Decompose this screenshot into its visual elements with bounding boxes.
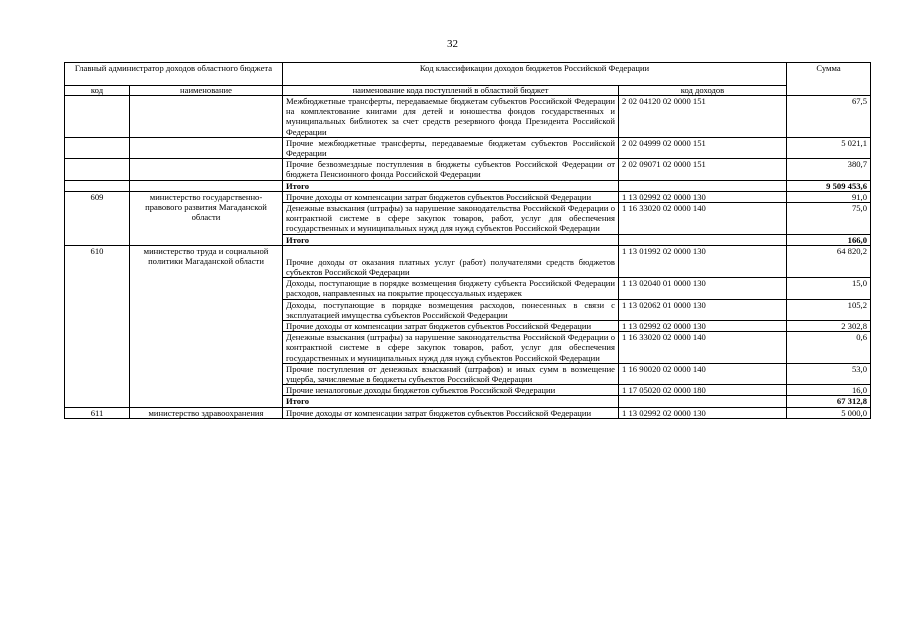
- income-description: Прочие доходы от оказания платных услуг (работ) получателями средств бюджетов субъектов Российской Федерации: [283, 245, 619, 277]
- table-row: [65, 159, 871, 180]
- table-row: [65, 96, 871, 138]
- table-row: [65, 191, 871, 202]
- income-sum: 15,0: [787, 278, 871, 299]
- income-sum: 5 021,1: [787, 137, 871, 158]
- income-code: 1 13 01992 02 0000 130: [619, 245, 787, 277]
- admin-code-cell: 611: [65, 407, 130, 418]
- name-column-header: наименование: [130, 86, 283, 96]
- income-code: 1 16 90020 02 0000 140: [619, 363, 787, 384]
- total-sum: 166,0: [787, 234, 871, 245]
- total-sum: 67 312,8: [787, 396, 871, 407]
- admin-code-cell: 610: [65, 245, 130, 407]
- income-code: 1 13 02992 02 0000 130: [619, 321, 787, 332]
- income-sum: 380,7: [787, 159, 871, 180]
- total-sum: 9 509 453,6: [787, 180, 871, 191]
- income-description: Прочие поступления от денежных взысканий (штрафов) и иных сумм в возмещение ущерба, зачисляемые в бюджеты субъектов Российской Федерации: [283, 363, 619, 384]
- income-code: 1 13 02062 01 0000 130: [619, 299, 787, 320]
- header-row-sub: [65, 86, 871, 96]
- income-description: Прочие межбюджетные трансферты, передаваемые бюджетам субъектов Российской Федерации: [283, 137, 619, 158]
- code-column-header: код: [65, 86, 130, 96]
- income-description: Денежные взыскания (штрафы) за нарушение законодательства Российской Федерации о контрактной системе в сфере закупок товаров, работ, услуг для обеспечения государственных и муниципальных нужд для нужд субъектов Российской Федерации: [283, 203, 619, 235]
- income-description: Прочие неналоговые доходы бюджетов субъектов Российской Федерации: [283, 385, 619, 396]
- income-code: 2 02 04999 02 0000 151: [619, 137, 787, 158]
- classification-header: Код классификации доходов бюджетов Российской Федерации: [283, 63, 787, 86]
- income-code: 1 13 02992 02 0000 130: [619, 191, 787, 202]
- income-sum: 2 302,8: [787, 321, 871, 332]
- revenue-table: [64, 62, 871, 419]
- admin-header: Главный администратор доходов областного бюджета: [65, 63, 283, 86]
- income-description: Доходы, поступающие в порядке возмещения расходов, понесенных в связи с эксплуатацией имущества субъектов Российской Федерации: [283, 299, 619, 320]
- income-description: Доходы, поступающие в порядке возмещения бюджету субъекта Российской Федерации расходов, направленных на покрытие процессуальных издержек: [283, 278, 619, 299]
- admin-code-cell: [65, 96, 130, 138]
- income-code: 2 02 09071 02 0000 151: [619, 159, 787, 180]
- income-code: 1 16 33020 02 0000 140: [619, 332, 787, 364]
- income-description: Денежные взыскания (штрафы) за нарушение законодательства Российской Федерации о контрактной системе в сфере закупок товаров, работ, услуг для обеспечения государственных и муниципальных нужд для нужд субъектов Российской Федерации: [283, 332, 619, 364]
- income-sum: 53,0: [787, 363, 871, 384]
- admin-name-cell: министерство здравоохранения: [130, 407, 283, 418]
- income-sum: 16,0: [787, 385, 871, 396]
- income-description: Межбюджетные трансферты, передаваемые бюджетам субъектов Российской Федерации на комплектование книгами для детей и юношества фондов государственных и муниципальных библиотек за счет средств резервного фонда Президента Российской Федерации: [283, 96, 619, 138]
- admin-name-cell: министерство государственно-правового развития Магаданской области: [130, 191, 283, 245]
- admin-name-cell: [130, 96, 283, 138]
- table-row: [65, 407, 871, 418]
- header-row-top: [65, 63, 871, 86]
- income-description: Прочие доходы от компенсации затрат бюджетов субъектов Российской Федерации: [283, 321, 619, 332]
- table-row: [65, 137, 871, 158]
- total-row: [65, 180, 871, 191]
- income-description: Прочие доходы от компенсации затрат бюджетов субъектов Российской Федерации: [283, 407, 619, 418]
- sum-header: Сумма: [787, 63, 871, 96]
- income-sum: 67,5: [787, 96, 871, 138]
- total-label: Итого: [283, 234, 619, 245]
- admin-code-cell: 609: [65, 191, 130, 245]
- income-code: 2 02 04120 02 0000 151: [619, 96, 787, 138]
- income-code-column-header: код доходов: [619, 86, 787, 96]
- description-column-header: наименование кода поступлений в областной бюджет: [283, 86, 619, 96]
- admin-name-cell: министерство труда и социальной политики Магаданской области: [130, 245, 283, 407]
- income-description: Прочие доходы от компенсации затрат бюджетов субъектов Российской Федерации: [283, 191, 619, 202]
- page-number: 32: [447, 38, 458, 50]
- total-label: Итого: [283, 396, 619, 407]
- income-code: 1 17 05020 02 0000 180: [619, 385, 787, 396]
- income-code: 1 16 33020 02 0000 140: [619, 203, 787, 235]
- income-code: 1 13 02992 02 0000 130: [619, 407, 787, 418]
- income-description: Прочие безвозмездные поступления в бюджеты субъектов Российской Федерации от бюджета Пенсионного фонда Российской Федерации: [283, 159, 619, 180]
- income-sum: 75,0: [787, 203, 871, 235]
- income-sum: 5 000,0: [787, 407, 871, 418]
- income-sum: 0,6: [787, 332, 871, 364]
- income-code: 1 13 02040 01 0000 130: [619, 278, 787, 299]
- income-sum: 91,0: [787, 191, 871, 202]
- table-row: [65, 245, 871, 277]
- total-label: Итого: [283, 180, 619, 191]
- income-sum: 64 820,2: [787, 245, 871, 277]
- income-sum: 105,2: [787, 299, 871, 320]
